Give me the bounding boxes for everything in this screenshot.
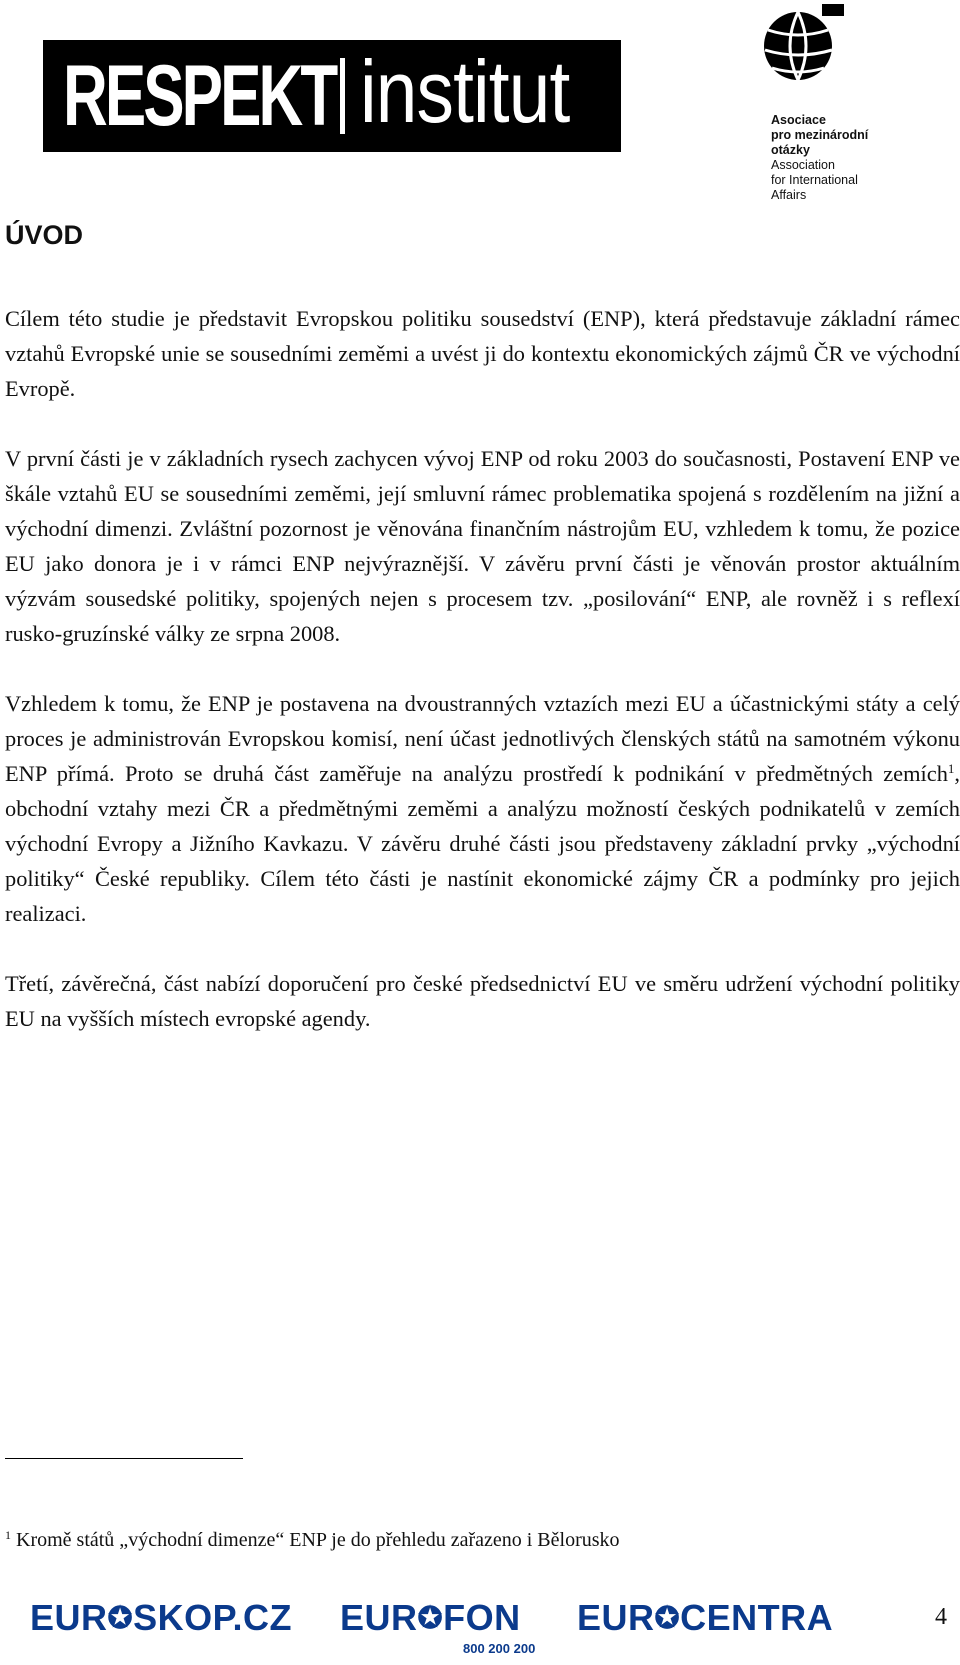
partner-text: EUR [30,1597,108,1638]
eurofon-logo[interactable] [340,1597,521,1638]
footnote-rule [5,1458,243,1459]
eurocentra-logo[interactable] [577,1597,834,1638]
eurofon-phone-number: 800 200 200 [463,1641,536,1656]
respekt-institut-logo [43,40,621,152]
footnote-ref[interactable]: 1 [947,761,955,776]
partner-text: CENTRA [680,1597,834,1638]
footnote-text: Kromě států „východní dimenze“ ENP je do přehledu zařazeno i Bělorusko [11,1529,620,1551]
amo-logo [760,0,900,210]
respekt-brand-text: RESPEKT [63,48,336,144]
paragraph: Cílem této studie je představit Evropskou politiku sousedství (ENP), která představuje základní rámec vztahů Evropské unie se sousedními zeměmi a uvést ji do kontextu ekonomických zájmů ČR ve východní Evropě. [5,306,960,401]
amo-en-line: Association [771,158,835,172]
body-text [5,301,960,1071]
footnote-number: 1 [5,1528,11,1542]
eu-stars-icon: ✪ [417,1602,444,1635]
page-number: 4 [935,1604,947,1630]
footnote [5,1528,620,1552]
paragraph: V první části je v základních rysech zachycen vývoj ENP od roku 2003 do současnosti, Postavení ENP ve škále vztahů EU se sousedními zeměmi, její smluvní rámec problematika spojená s rozdělením na jižní a východní dimenzi. Zvláštní pozornost je věnována finančním nástrojům EU, vzhledem k tomu, že pozice EU jako donora je i v rámci ENP nejvýraznější. V závěru první části je věnován prostor aktuálním výzvám sousedské politiky, spojených nejen s procesem tzv. „posilování“ ENP, ale rovněž i s reflexí rusko-gruzínské války ze srpna 2008. [5,446,960,646]
paragraph-text: Vzhledem k tomu, že ENP je postavena na dvoustranných vztazích mezi EU a účastnickými státy a celý proces je administrován Evropskou komisí, není účast jednotlivých členských států na samotném výkonu ENP přímá. Proto se druhá část zaměřuje na analýzu prostředí k podnikání v předmětných zemích [5,691,960,786]
logo-divider-bar [340,58,345,134]
partner-text: EUR [577,1597,655,1638]
partner-text: EUR [340,1597,418,1638]
amo-cz-line: pro mezinárodní [771,128,869,142]
amo-en-line: Affairs [771,188,807,202]
partner-text: SKOP.CZ [133,1597,293,1638]
amo-text-block [771,113,868,203]
amo-en-line: for International [771,173,858,187]
respekt-suffix-text: institut [360,42,570,141]
amo-cz-line: Asociace [771,113,826,127]
amo-globe-icon [760,0,846,92]
paragraph-text: , obchodní vztahy mezi ČR a předmětnými zeměmi a analýzu možností českých podnikatelů v zemích východní Evropy a Jižního Kavkazu. V závěru druhé části jsou představeny základní prvky „východní politiky“ České republiky. Cílem této části je nastínit ekonomické zájmy ČR a podmínky pro jejich realizaci. [5,761,960,926]
eu-stars-icon: ✪ [107,1602,134,1635]
page-title: ÚVOD [5,220,84,250]
paragraph: Třetí, závěrečná, část nabízí doporučení pro české předsednictví EU ve směru udržení východní politiky EU na vyšších místech evropské agendy. [5,971,960,1031]
euroskop-logo[interactable] [30,1597,293,1638]
eu-stars-icon: ✪ [654,1602,681,1635]
amo-cz-line: otázky [771,143,810,157]
partner-text: FON [443,1597,521,1638]
paragraph [5,686,960,931]
